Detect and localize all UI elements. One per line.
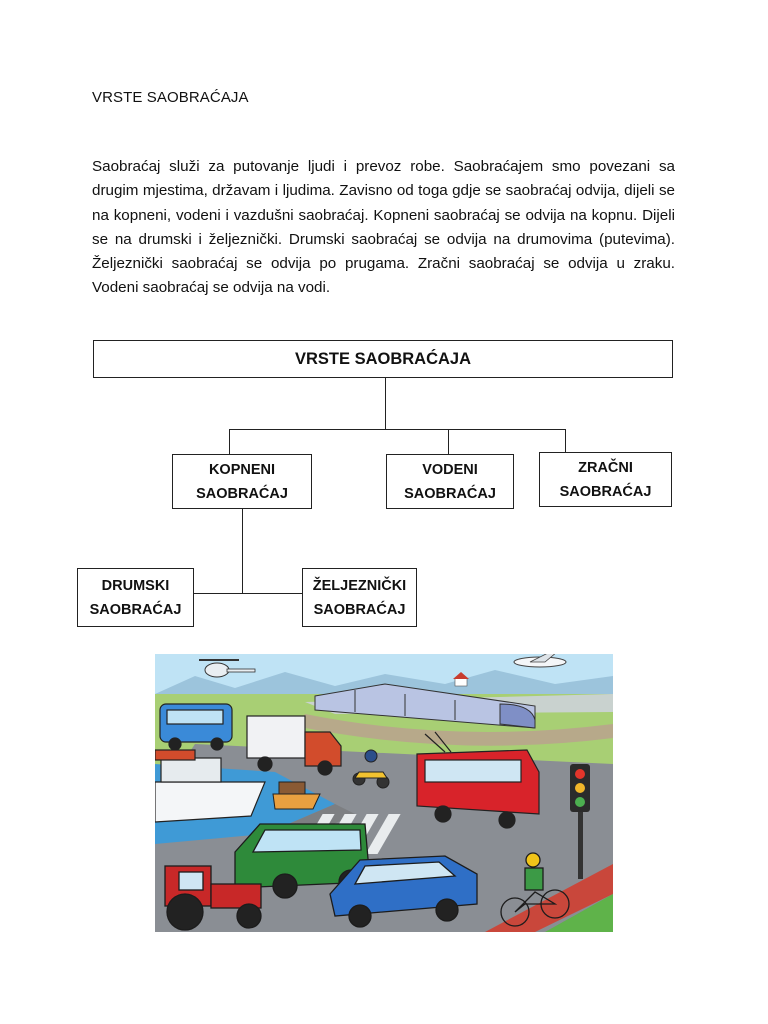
- box-zracni-line2: SAOBRAĆAJ: [559, 483, 652, 500]
- connector-horizontal-bottom: [193, 593, 303, 594]
- intro-paragraph: Saobraćaj služi za putovanje ljudi i prevoz robe. Saobraćajem smo povezani sa drugim mjestima, državam i ljudima. Zavisno od toga gdje se saobraćaj odvija, dijeli se na kopneni, vodeni i vazdušni saobraćaj. Kopneni saobraćaj se odvija na kopnu. Dijeli se na drumski i željeznički. Drumski saobraćaj se odvija na drumovima (putevima). Željeznički saobraćaj se odvija po prugama. Zračni saobraćaj se odvija u zraku. Vodeni saobraćaj se odvija na vodi.: [92, 158, 675, 297]
- connector-kopneni-down: [242, 508, 243, 594]
- connector-kopneni: [229, 429, 230, 454]
- diagram-root-label: VRSTE SAOBRAĆAJA: [294, 350, 472, 368]
- box-vodeni-line1: VODENI: [422, 461, 478, 478]
- box-kopneni: [172, 454, 312, 509]
- box-zeljeznicki-line2: SAOBRAĆAJ: [313, 601, 406, 618]
- box-kopneni-line2: SAOBRAĆAJ: [196, 485, 288, 502]
- connector-horizontal-top: [229, 429, 566, 430]
- connector-zracni: [565, 429, 566, 452]
- box-zracni: [539, 452, 672, 507]
- box-drumski-line2: SAOBRAĆAJ: [89, 601, 182, 618]
- box-drumski: [77, 568, 194, 627]
- connector-root-down: [385, 378, 386, 430]
- box-vodeni: [386, 454, 514, 509]
- traffic-illustration: [155, 654, 613, 932]
- box-kopneni-line1: KOPNENI: [208, 461, 276, 478]
- box-zracni-line1: ZRAČNI: [578, 459, 633, 476]
- box-drumski-line1: DRUMSKI: [101, 577, 170, 594]
- box-vodeni-line2: SAOBRAĆAJ: [404, 485, 496, 502]
- page-title: VRSTE SAOBRAĆAJA: [92, 89, 249, 106]
- box-zeljeznicki: [302, 568, 417, 627]
- connector-vodeni: [448, 429, 449, 454]
- diagram-root-box: [93, 340, 673, 378]
- box-zeljeznicki-line1: ŽELJEZNIČKI: [312, 577, 407, 594]
